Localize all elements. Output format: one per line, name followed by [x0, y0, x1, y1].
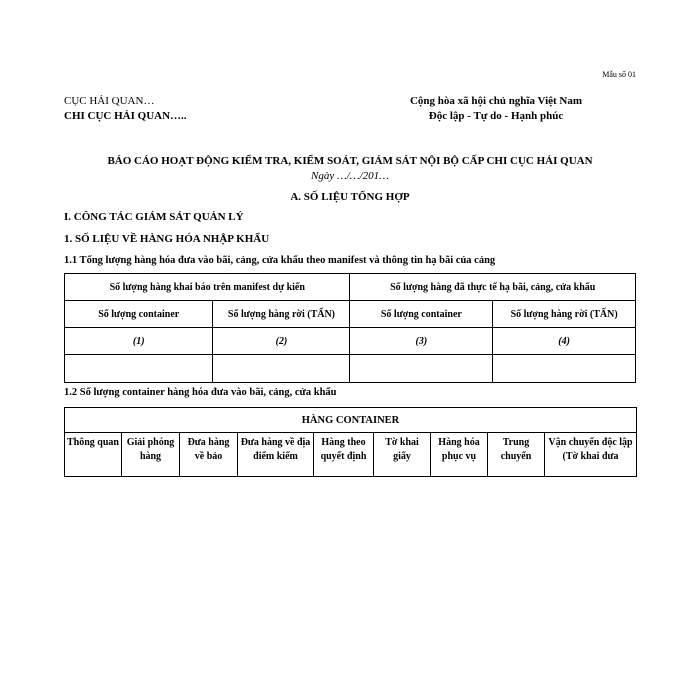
table-cell	[350, 355, 493, 383]
column-header: Số lượng hàng rời (TẤN)	[493, 301, 636, 328]
column-header: Đưa hàng về bảo	[180, 433, 238, 477]
report-date: Ngày …/…/201…	[311, 170, 389, 182]
table-cell	[493, 355, 636, 383]
form-number: Mẫu số 01	[602, 70, 636, 79]
issuing-agency	[64, 94, 187, 124]
national-motto	[370, 94, 622, 124]
section-a-heading: A. SỐ LIỆU TỔNG HỢP	[290, 191, 410, 203]
column-header: Đưa hàng về địa điểm kiểm	[238, 433, 314, 477]
manifest-table	[64, 273, 636, 383]
column-header: Thông quan	[65, 433, 122, 477]
agency-branch: CHI CỤC HẢI QUAN…..	[64, 110, 187, 122]
column-index: (3)	[350, 328, 493, 355]
section-i-heading: I. CÔNG TÁC GIÁM SÁT QUẢN LÝ	[64, 211, 244, 223]
subsection-1-1-heading: 1.1 Tổng lượng hàng hóa đưa vào bãi, cảng, cửa khẩu theo manifest và thông tin hạ bãi của cảng	[64, 255, 496, 266]
column-index: (2)	[213, 328, 350, 355]
manifest-group-header: Số lượng hàng khai báo trên manifest dự kiến	[65, 274, 350, 301]
column-header: Số lượng container	[350, 301, 493, 328]
country-name: Cộng hòa xã hội chủ nghĩa Việt Nam	[409, 95, 583, 107]
column-index: (1)	[65, 328, 213, 355]
column-header: Giải phóng hàng	[122, 433, 180, 477]
subsection-1-heading: 1. SỐ LIỆU VỀ HÀNG HÓA NHẬP KHẨU	[64, 233, 270, 245]
subsection-1-2-heading: 1.2 Số lượng container hàng hóa đưa vào bãi, cảng, cửa khẩu	[64, 387, 337, 398]
column-header: Trung chuyển	[488, 433, 545, 477]
motto: Độc lập - Tự do - Hạnh phúc	[428, 110, 564, 122]
column-header: Tờ khai giấy	[374, 433, 431, 477]
actual-group-header: Số lượng hàng đã thực tế hạ bãi, cảng, cửa khẩu	[350, 274, 636, 301]
table-cell	[213, 355, 350, 383]
agency-department: CỤC HẢI QUAN…	[64, 95, 155, 107]
container-group-header: HÀNG CONTAINER	[65, 408, 637, 433]
column-header: Số lượng container	[65, 301, 213, 328]
column-header: Vận chuyển độc lập (Tờ khai đưa	[545, 433, 637, 477]
column-header: Hàng theo quyết định	[314, 433, 374, 477]
report-title: BÁO CÁO HOẠT ĐỘNG KIỂM TRA, KIỂM SOÁT, GIÁM SÁT NỘI BỘ CẤP CHI CỤC HẢI QUAN	[107, 155, 593, 167]
column-header: Số lượng hàng rời (TẤN)	[213, 301, 350, 328]
table-cell	[65, 355, 213, 383]
column-header: Hàng hóa phục vụ	[431, 433, 488, 477]
column-index: (4)	[493, 328, 636, 355]
container-table	[64, 407, 637, 477]
